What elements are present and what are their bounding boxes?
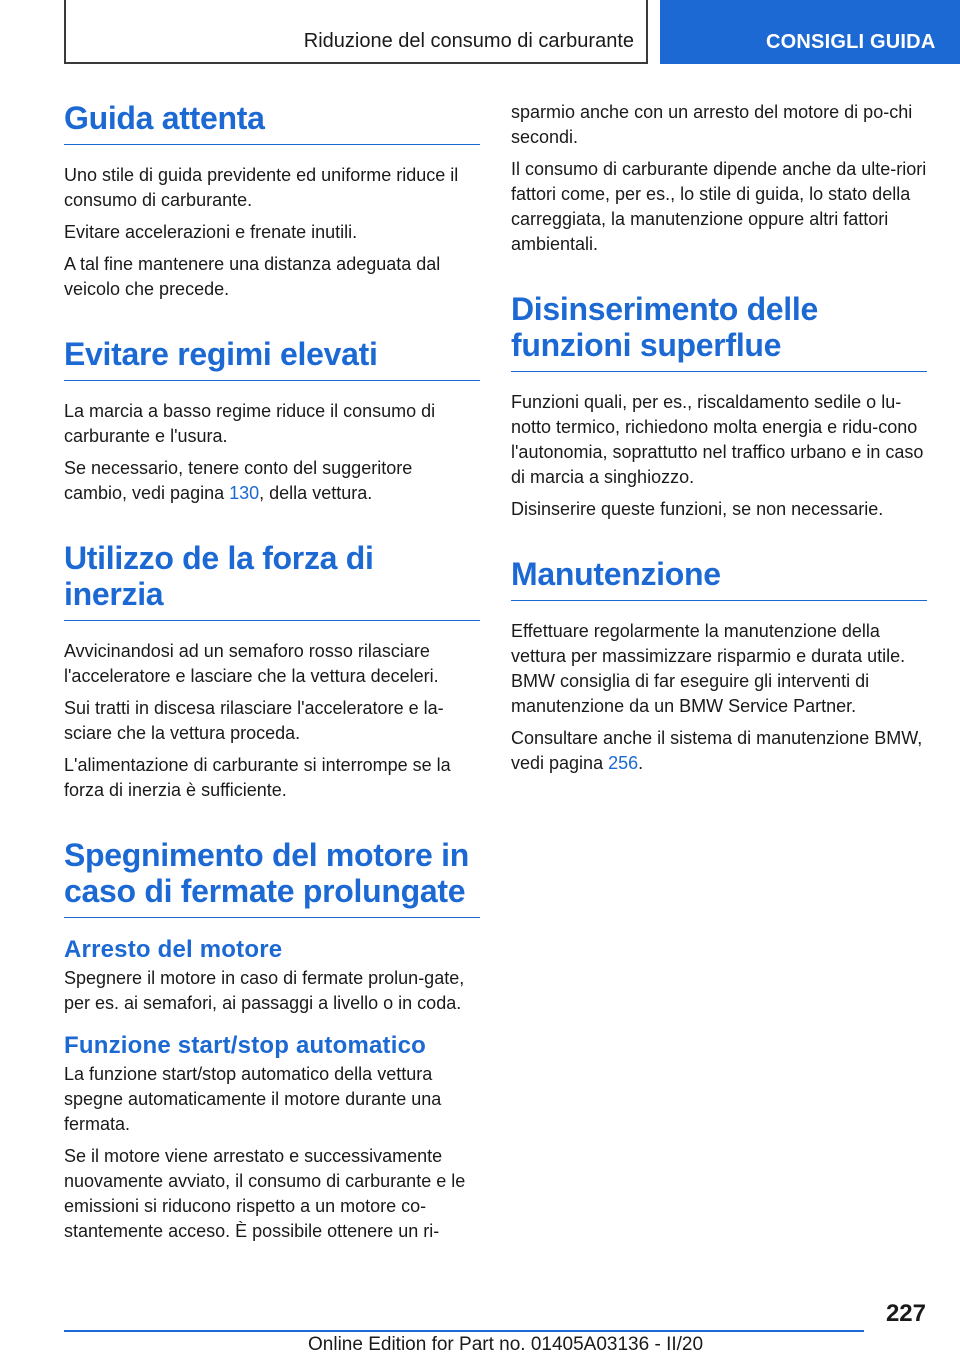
section-forza-inerzia	[64, 540, 480, 803]
heading-forza-inerzia: Utilizzo de la forza di inerzia	[64, 540, 480, 621]
page-link-130[interactable]: 130	[229, 483, 260, 503]
heading-disinserimento: Disinserimento delle funzioni superflue	[511, 291, 927, 372]
paragraph: Se il motore viene arrestato e successivamente nuovamente avviato, il consumo di carburante e le emissioni si riducono rispetto a un motore co-stantemente acceso. È possibile ottenere un ri-	[64, 1146, 466, 1241]
paragraph: L'alimentazione di carburante si interrompe se la forza di inerzia è sufficiente.	[64, 755, 451, 800]
page-link-256[interactable]: 256	[608, 753, 639, 773]
text: Consultare anche il sistema di manutenzione BMW, vedi pagina	[511, 728, 923, 773]
footer-edition: Online Edition for Part no. 01405A03136 - II/20	[308, 1334, 704, 1355]
paragraph: Funzioni quali, per es., riscaldamento sedile o lu-notto termico, richiedono molta energia e ridu-cono l'autonomia, soprattutto nel traffico urbano e in caso di marcia a singhiozzo.	[511, 392, 924, 487]
heading-manutenzione: Manutenzione	[511, 556, 927, 601]
paragraph: Spegnere il motore in caso di fermate prolun-gate, per es. ai semafori, ai passaggi a livello o in coda.	[64, 968, 465, 1013]
section-tab[interactable]: CONSIGLI GUIDA	[660, 0, 960, 64]
section-evitare-regimi	[64, 336, 480, 506]
subsection-start-stop	[64, 1032, 480, 1244]
chapter-title: Riduzione del consumo di carburante	[303, 30, 634, 52]
subsection-arresto	[64, 936, 480, 1016]
text: .	[638, 753, 644, 773]
left-column	[64, 100, 480, 1251]
paragraph: Uno stile di guida previdente ed uniforme riduce il consumo di carburante.	[64, 165, 459, 210]
subheading-arresto-motore: Arresto del motore	[64, 936, 283, 963]
heading-evitare-regimi: Evitare regimi elevati	[64, 336, 480, 381]
paragraph: A tal fine mantenere una distanza adeguata dal veicolo che precede.	[64, 254, 441, 299]
heading-guida-attenta: Guida attenta	[64, 100, 480, 145]
section-continuation	[511, 100, 927, 257]
section-guida-attenta	[64, 100, 480, 302]
paragraph: La funzione start/stop automatico della vettura spegne automaticamente il motore durante una fermata.	[64, 1064, 442, 1134]
paragraph: Il consumo di carburante dipende anche da ulte-riori fattori come, per es., lo stile di guida, lo stato della carreggiata, la manutenzione oppure altri fattori ambientali.	[511, 159, 927, 254]
paragraph: Effettuare regolarmente la manutenzione della vettura per massimizzare risparmio e durata utile. BMW consiglia di far eseguire gli interventi di manutenzione da un BMW Service Partner.	[511, 621, 906, 716]
heading-spegnimento-motore: Spegnimento del motore in caso di fermate prolungate	[64, 837, 480, 918]
page-number: 227	[885, 1300, 926, 1327]
section-manutenzione	[511, 556, 927, 776]
text: Se necessario, tenere conto del suggeritore cambio, vedi pagina	[64, 458, 413, 503]
footer-divider	[64, 1330, 864, 1332]
paragraph: Sui tratti in discesa rilasciare l'acceleratore e la-sciare che la vettura proceda.	[64, 698, 444, 743]
text: , della vettura.	[259, 483, 373, 503]
subheading-start-stop: Funzione start/stop automatico	[64, 1032, 427, 1059]
paragraph	[64, 456, 480, 506]
paragraph: Evitare accelerazioni e frenate inutili.	[64, 222, 358, 242]
paragraph: La marcia a basso regime riduce il consumo di carburante e l'usura.	[64, 401, 436, 446]
paragraph: Avvicinandosi ad un semaforo rosso rilasciare l'acceleratore e lasciare che la vettura deceleri.	[64, 641, 439, 686]
section-disinserimento	[511, 291, 927, 522]
section-spegnimento-motore	[64, 837, 480, 1244]
header-chapter-box	[64, 0, 648, 64]
paragraph: Disinserire queste funzioni, se non necessarie.	[511, 499, 884, 519]
right-column	[511, 100, 927, 810]
paragraph: sparmio anche con un arresto del motore di po-chi secondi.	[511, 102, 913, 147]
paragraph	[511, 726, 927, 776]
